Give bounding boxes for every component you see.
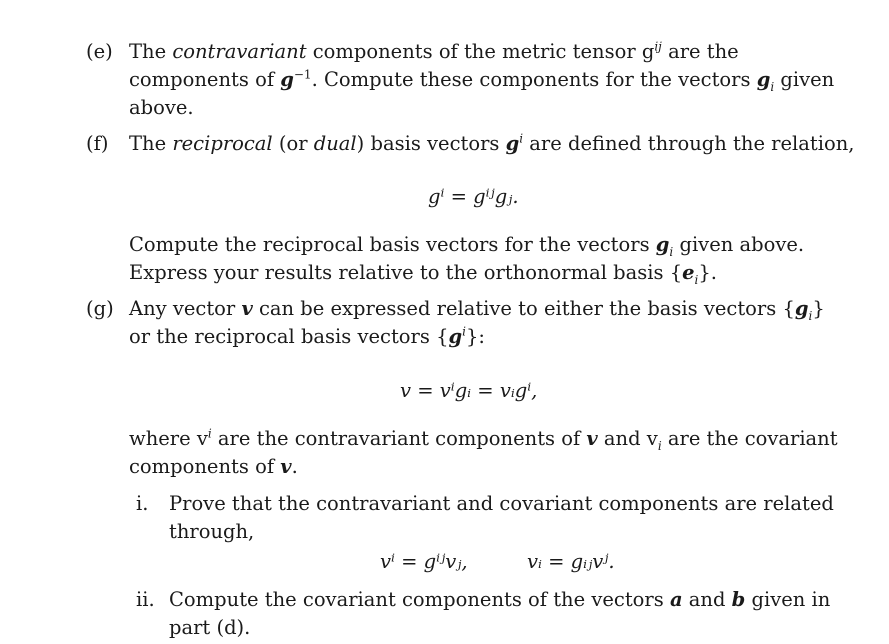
item-g-line-4: components of v. xyxy=(129,455,298,478)
item-g-line-1: Any vector v can be expressed relative to either the basis vectors $\{g_i\}$ xyxy=(129,297,825,323)
item-g-line-3: where $v^i$ are the contravariant components of v and $v_i$ are the covariant xyxy=(129,426,838,453)
item-e-text xyxy=(129,38,866,122)
item-g-cont xyxy=(86,425,866,481)
item-e-line-1: The contravariant components of the metric tensor $g^{ij}$ are the xyxy=(129,39,739,63)
item-e xyxy=(86,38,866,122)
equation-contravariant-relation: vⁱ = gⁱʲvⱼ, xyxy=(380,550,468,573)
item-e-line-3: above. xyxy=(129,96,194,119)
subitem-g-i xyxy=(136,490,856,546)
item-g-text xyxy=(129,295,866,351)
item-f-label: (f) xyxy=(86,132,109,155)
subitem-g-ii-line-1: Compute the covariant components of the vectors a and b given in xyxy=(169,588,831,611)
equation-covariant-relation: vᵢ = gᵢⱼvʲ. xyxy=(527,550,615,573)
equation-reciprocal-basis: gⁱ = gⁱʲgⱼ. xyxy=(428,185,519,208)
subitem-g-i-label: i. xyxy=(136,492,149,515)
subitem-g-ii xyxy=(136,586,856,642)
item-f-text xyxy=(129,130,866,158)
item-f-cont xyxy=(86,231,866,287)
item-f xyxy=(86,130,866,158)
item-f-line-2: Compute the reciprocal basis vectors for the vectors $g_i$ given above. xyxy=(129,233,805,259)
item-g xyxy=(86,295,866,351)
subitem-g-i-line-2: through, xyxy=(169,520,255,543)
item-f-line-3: Express your results relative to the orthonormal basis $\{e_i\}$. xyxy=(129,261,717,287)
subitem-g-i-line-1: Prove that the contravariant and covariant components are related xyxy=(169,492,834,515)
equation-vector-expansion: v = vⁱgᵢ = vᵢgⁱ, xyxy=(400,379,538,402)
item-e-label: (e) xyxy=(86,40,113,63)
item-e-line-2: components of $g^{-1}$. Compute these components for the vectors $g_i$ given xyxy=(129,67,835,94)
item-g-line-2: or the reciprocal basis vectors $\{g^i\}$: xyxy=(129,324,485,348)
item-g-label: (g) xyxy=(86,297,114,320)
subitem-g-ii-label: ii. xyxy=(136,588,155,611)
subitem-g-ii-line-2: part (d). xyxy=(169,616,251,639)
item-f-line-1: The reciprocal (or dual) basis vectors $g^i$ are defined through the relation, xyxy=(129,131,855,155)
